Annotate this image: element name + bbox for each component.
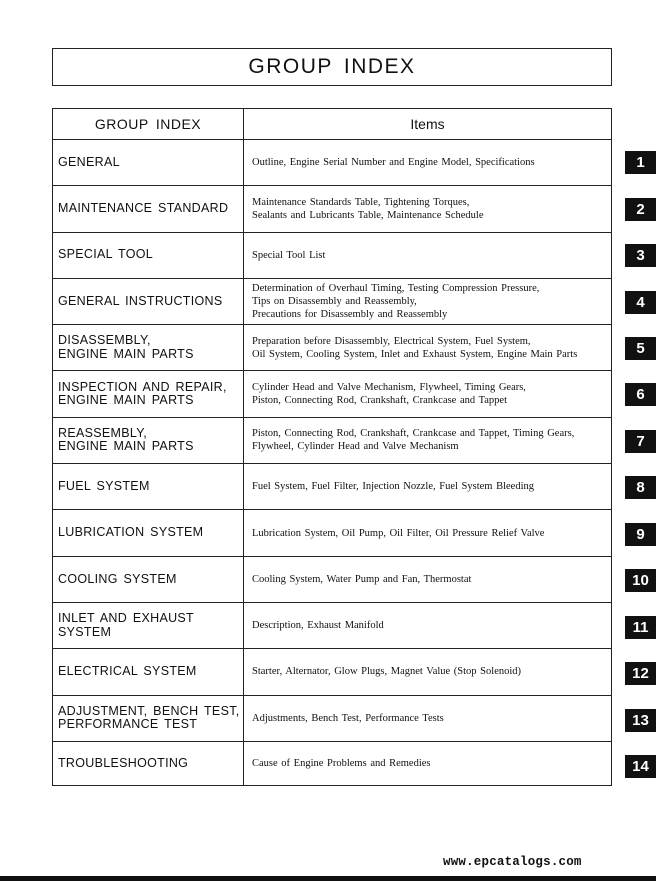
items-line: Adjustments, Bench Test, Performance Tests xyxy=(252,712,444,724)
items-cell xyxy=(244,140,611,185)
group-name-line: TROUBLESHOOTING xyxy=(58,755,189,770)
section-tab[interactable]: 13 xyxy=(625,709,656,732)
table-row[interactable] xyxy=(53,186,611,232)
items-line: Outline, Engine Serial Number and Engine Model, Specifications xyxy=(252,157,535,169)
table-row[interactable] xyxy=(53,557,611,603)
table-row[interactable] xyxy=(53,140,611,186)
table-row[interactable] xyxy=(53,603,611,649)
items-line: Piston, Connecting Rod, Crankshaft, Crankcase and Tappet xyxy=(252,395,507,407)
group-name-line: ADJUSTMENT, BENCH TEST, xyxy=(58,703,240,718)
section-tab[interactable]: 12 xyxy=(625,662,656,685)
group-name-line: SPECIAL TOOL xyxy=(58,247,153,262)
items-line: Special Tool List xyxy=(252,249,326,261)
group-name-line: FUEL SYSTEM xyxy=(58,478,150,493)
items-line: Maintenance Standards Table, Tightening Torques, xyxy=(252,196,470,208)
items-line: Oil System, Cooling System, Inlet and Exhaust System, Engine Main Parts xyxy=(252,348,578,360)
items-cell xyxy=(244,418,611,463)
items-line: Cylinder Head and Valve Mechanism, Flywheel, Timing Gears, xyxy=(252,382,526,394)
items-cell xyxy=(244,371,611,416)
items-cell xyxy=(244,603,611,648)
section-tab[interactable]: 6 xyxy=(625,383,656,406)
items-line: Tips on Disassembly and Reassembly, xyxy=(252,296,417,308)
table-row[interactable] xyxy=(53,371,611,417)
group-name-cell xyxy=(53,510,244,555)
items-cell xyxy=(244,557,611,602)
group-name-cell xyxy=(53,742,244,785)
items-cell xyxy=(244,186,611,231)
page-title: GROUP INDEX xyxy=(248,55,416,78)
group-name-line: INLET AND EXHAUST xyxy=(58,611,194,626)
table-row[interactable] xyxy=(53,325,611,371)
group-name-cell xyxy=(53,186,244,231)
group-name-line: ENGINE MAIN PARTS xyxy=(58,439,194,454)
items-cell xyxy=(244,742,611,785)
table-row[interactable] xyxy=(53,464,611,510)
group-name-cell xyxy=(53,371,244,416)
group-name-line: ELECTRICAL SYSTEM xyxy=(58,664,197,679)
group-name-cell xyxy=(53,464,244,509)
group-name-cell xyxy=(53,649,244,694)
group-name-line: DISASSEMBLY, xyxy=(58,333,151,348)
table-row[interactable] xyxy=(53,279,611,325)
header-group-index: GROUP INDEX xyxy=(53,109,244,139)
group-name-line: GENERAL xyxy=(58,154,120,169)
group-name-line: SYSTEM xyxy=(58,624,112,639)
items-cell xyxy=(244,696,611,741)
table-row[interactable] xyxy=(53,418,611,464)
group-name-cell xyxy=(53,140,244,185)
group-name-cell xyxy=(53,279,244,324)
table-row[interactable] xyxy=(53,742,611,785)
items-line: Piston, Connecting Rod, Crankshaft, Crankcase and Tappet, Timing Gears, xyxy=(252,428,575,440)
section-tab[interactable]: 3 xyxy=(625,244,656,267)
group-name-cell xyxy=(53,603,244,648)
group-name-line: ENGINE MAIN PARTS xyxy=(58,346,194,361)
items-line: Cooling System, Water Pump and Fan, Thermostat xyxy=(252,573,472,585)
header-items: Items xyxy=(410,116,445,132)
items-line: Preparation before Disassembly, Electrical System, Fuel System, xyxy=(252,335,531,347)
items-cell xyxy=(244,325,611,370)
items-line: Starter, Alternator, Glow Plugs, Magnet Value (Stop Solenoid) xyxy=(252,666,522,678)
table-row[interactable] xyxy=(53,649,611,695)
group-name-cell xyxy=(53,418,244,463)
items-cell xyxy=(244,279,611,324)
group-name-line: LUBRICATION SYSTEM xyxy=(58,525,204,540)
items-line: Determination of Overhaul Timing, Testing Compression Pressure, xyxy=(252,283,540,295)
section-tab[interactable]: 5 xyxy=(625,337,656,360)
items-line: Cause of Engine Problems and Remedies xyxy=(252,757,431,769)
page-title-box xyxy=(52,48,612,86)
section-tab[interactable]: 1 xyxy=(625,151,656,174)
group-name-cell xyxy=(53,233,244,278)
table-body xyxy=(53,140,611,785)
items-cell xyxy=(244,233,611,278)
group-name-line: PERFORMANCE TEST xyxy=(58,717,198,732)
section-tab[interactable]: 2 xyxy=(625,198,656,221)
items-line: Lubrication System, Oil Pump, Oil Filter, Oil Pressure Relief Valve xyxy=(252,527,545,539)
section-tab[interactable]: 11 xyxy=(625,616,656,639)
group-name-cell xyxy=(53,696,244,741)
section-tab[interactable]: 9 xyxy=(625,523,656,546)
section-tab[interactable]: 14 xyxy=(625,755,656,778)
group-name-cell xyxy=(53,557,244,602)
items-cell xyxy=(244,510,611,555)
items-cell xyxy=(244,649,611,694)
table-header xyxy=(53,109,611,140)
items-line: Sealants and Lubricants Table, Maintenance Schedule xyxy=(252,209,484,221)
group-name-line: INSPECTION AND REPAIR, xyxy=(58,379,227,394)
group-name-line: GENERAL INSTRUCTIONS xyxy=(58,293,223,308)
group-name-cell xyxy=(53,325,244,370)
section-tab[interactable]: 7 xyxy=(625,430,656,453)
table-row[interactable] xyxy=(53,510,611,556)
footer-url[interactable]: www.epcatalogs.com xyxy=(443,855,582,869)
bottom-rule xyxy=(0,876,656,881)
group-name-line: ENGINE MAIN PARTS xyxy=(58,393,194,408)
group-name-line: COOLING SYSTEM xyxy=(58,571,177,586)
items-line: Precautions for Disassembly and Reassembly xyxy=(252,309,448,321)
group-name-line: MAINTENANCE STANDARD xyxy=(58,201,229,216)
group-index-table xyxy=(52,108,612,786)
group-name-line: REASSEMBLY, xyxy=(58,425,147,440)
table-row[interactable] xyxy=(53,696,611,742)
section-tab[interactable]: 8 xyxy=(625,476,656,499)
items-line: Flywheel, Cylinder Head and Valve Mechanism xyxy=(252,441,459,453)
table-row[interactable] xyxy=(53,233,611,279)
items-line: Fuel System, Fuel Filter, Injection Nozzle, Fuel System Bleeding xyxy=(252,481,535,493)
section-tab[interactable]: 4 xyxy=(625,291,656,314)
section-tab[interactable]: 10 xyxy=(625,569,656,592)
items-cell xyxy=(244,464,611,509)
items-line: Description, Exhaust Manifold xyxy=(252,620,384,632)
